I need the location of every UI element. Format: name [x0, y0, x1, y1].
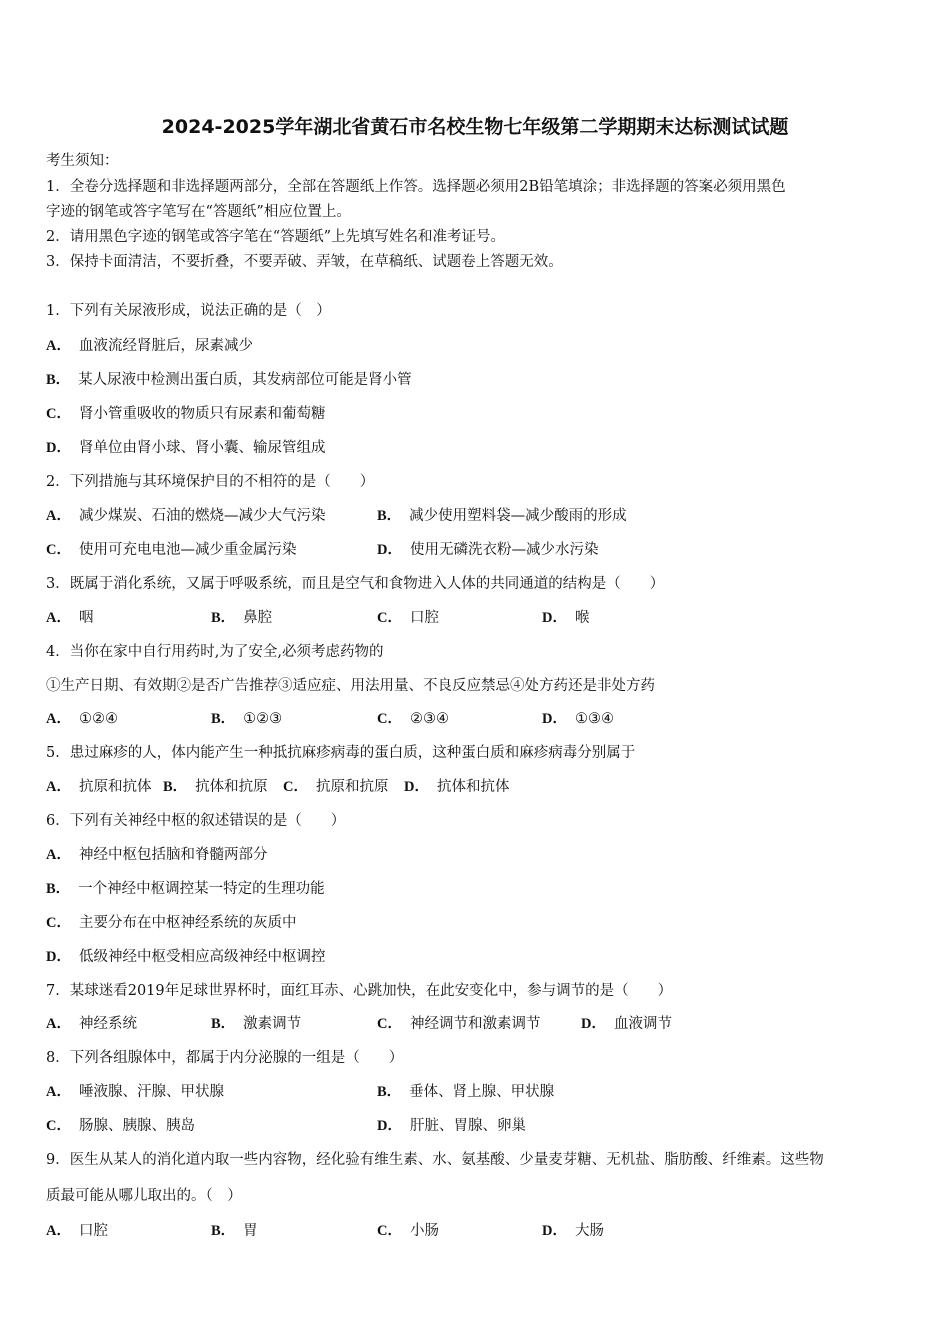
option-label: D． — [542, 1223, 567, 1239]
question-4-option-a — [46, 709, 118, 729]
notice-line-1a: 1．全卷分选择题和非选择题两部分，全部在答题纸上作答。选择题必须用2B铅笔填涂；非选择题的答案必须用黑色 — [46, 179, 786, 195]
option-label: D． — [404, 779, 429, 795]
question-9-stem-cont: 质最可能从哪儿取出的。（ ） — [46, 1188, 242, 1204]
question-2-stem: 2．下列措施与其环境保护目的不相符的是（ ） — [46, 474, 375, 490]
option-label: C． — [46, 406, 71, 422]
option-text: 神经调节和激素调节 — [409, 1016, 541, 1032]
question-1-option-d — [46, 438, 325, 458]
option-text: 使用无磷洗衣粉—减少水污染 — [409, 542, 599, 558]
question-8-option-c — [46, 1116, 195, 1136]
option-text: 使用可充电电池—减少重金属污染 — [78, 542, 297, 558]
question-5-option-b — [163, 777, 268, 797]
question-1-option-b — [46, 370, 412, 390]
question-1-option-a — [46, 336, 253, 356]
option-label: C． — [377, 1016, 402, 1032]
option-label: B． — [211, 1016, 236, 1032]
option-text: 唾液腺、汗腺、甲状腺 — [78, 1084, 224, 1100]
question-9-option-a — [46, 1221, 108, 1241]
question-6-option-c — [46, 913, 296, 933]
notice-line-3: 3．保持卡面清洁，不要折叠，不要弄破、弄皱，在草稿纸、试题卷上答题无效。 — [46, 254, 563, 270]
question-8-option-d — [377, 1116, 526, 1136]
option-label: B． — [163, 779, 188, 795]
question-6-stem: 6．下列有关神经中枢的叙述错误的是（ ） — [46, 813, 346, 829]
question-4-option-c — [377, 709, 449, 729]
option-text: 鼻腔 — [243, 610, 273, 626]
option-text: 抗体和抗原 — [195, 779, 268, 795]
question-3-option-c — [377, 608, 439, 628]
option-text: 抗体和抗体 — [436, 779, 510, 795]
question-7-option-b — [211, 1014, 301, 1034]
option-text: 大肠 — [574, 1223, 604, 1239]
question-3-option-b — [211, 608, 272, 628]
option-text: 肠腺、胰腺、胰岛 — [78, 1118, 195, 1134]
question-8-option-a — [46, 1082, 224, 1102]
option-text: 咽 — [78, 610, 94, 626]
option-label: C． — [283, 779, 308, 795]
option-text: 抗原和抗原 — [315, 779, 389, 795]
option-label: A． — [46, 779, 71, 795]
option-text: 一个神经中枢调控某一特定的生理功能 — [78, 881, 325, 897]
option-label: C． — [377, 711, 402, 727]
option-text: ①②④ — [78, 711, 118, 727]
option-label: A． — [46, 610, 71, 626]
option-label: C． — [377, 1223, 402, 1239]
question-7-stem: 7．某球迷看2019年足球世界杯时，面红耳赤、心跳加快，在此安变化中，参与调节的是（ ） — [46, 983, 673, 999]
option-text: 减少使用塑料袋—减少酸雨的形成 — [409, 508, 627, 524]
option-text: ①②③ — [243, 711, 283, 727]
option-label: A． — [46, 508, 71, 524]
question-5-option-a — [46, 777, 151, 797]
option-label: A． — [46, 711, 71, 727]
question-9-option-b — [211, 1221, 258, 1241]
question-6-option-a — [46, 845, 267, 865]
question-4-option-b — [211, 709, 282, 729]
question-5-option-d — [404, 777, 509, 797]
question-5-option-c — [283, 777, 388, 797]
option-label: B． — [46, 881, 71, 897]
page-title: 2024-2025学年湖北省黄石市名校生物七年级第二学期期末达标测试试题 — [161, 116, 789, 138]
option-text: ②③④ — [409, 711, 449, 727]
option-text: 肾小管重吸收的物质只有尿素和葡萄糖 — [78, 406, 326, 422]
option-text: 激素调节 — [243, 1016, 302, 1032]
option-text: 神经中枢包括脑和脊髓两部分 — [78, 847, 268, 863]
option-text: 血液调节 — [613, 1016, 672, 1032]
question-4-sub: ①生产日期、有效期②是否广告推荐③适应症、用法用量、不良反应禁忌④处方药还是非处方药 — [46, 678, 655, 694]
option-label: B． — [211, 711, 236, 727]
question-1-option-c — [46, 404, 325, 424]
question-6-option-d — [46, 947, 325, 967]
option-text: 小肠 — [409, 1223, 439, 1239]
option-label: B． — [377, 1084, 402, 1100]
question-8-stem: 8．下列各组腺体中，都属于内分泌腺的一组是（ ） — [46, 1050, 404, 1066]
option-label: D． — [581, 1016, 606, 1032]
question-5-stem: 5．患过麻疹的人，体内能产生一种抵抗麻疹病毒的蛋白质，这种蛋白质和麻疹病毒分别属于 — [46, 745, 636, 761]
option-label: A． — [46, 338, 71, 354]
question-2-option-b — [377, 506, 627, 526]
option-text: 低级神经中枢受相应高级神经中枢调控 — [78, 949, 326, 965]
question-4-stem: 4．当你在家中自行用药时,为了安全,必须考虑药物的 — [46, 644, 384, 660]
question-7-option-c — [377, 1014, 540, 1034]
option-label: D． — [542, 610, 567, 626]
option-label: C． — [46, 1118, 71, 1134]
question-7-option-a — [46, 1014, 137, 1034]
question-7-option-d — [581, 1014, 672, 1034]
option-text: 口腔 — [78, 1223, 108, 1239]
option-label: A． — [46, 1223, 71, 1239]
option-label: D． — [542, 711, 567, 727]
option-text: 口腔 — [409, 610, 439, 626]
option-label: B． — [377, 508, 402, 524]
option-text: 肾单位由肾小球、肾小囊、输尿管组成 — [78, 440, 326, 456]
notice-line-1b: 字迹的钢笔或答字笔写在“答题纸”相应位置上。 — [46, 204, 351, 220]
option-label: D． — [377, 542, 402, 558]
option-label: D． — [46, 949, 71, 965]
option-text: 垂体、肾上腺、甲状腺 — [409, 1084, 555, 1100]
option-label: C． — [377, 610, 402, 626]
question-3-option-d — [542, 608, 589, 628]
question-3-option-a — [46, 608, 93, 628]
option-text: 血液流经肾脏后，尿素减少 — [78, 338, 253, 354]
question-2-option-d — [377, 540, 598, 560]
question-8-option-b — [377, 1082, 554, 1102]
question-1-stem: 1．下列有关尿液形成，说法正确的是（ ） — [46, 303, 331, 319]
question-6-option-b — [46, 879, 325, 899]
notice-line-2: 2．请用黑色字迹的钢笔或答字笔在“答题纸”上先填写姓名和准考证号。 — [46, 229, 506, 245]
option-label: A． — [46, 1084, 71, 1100]
option-label: C． — [46, 915, 71, 931]
option-text: 神经系统 — [78, 1016, 137, 1032]
question-2-option-c — [46, 540, 296, 560]
option-label: D． — [46, 440, 71, 456]
option-label: B． — [46, 372, 71, 388]
option-text: 胃 — [243, 1223, 258, 1239]
option-label: A． — [46, 847, 71, 863]
option-label: A． — [46, 1016, 71, 1032]
option-text: 某人尿液中检测出蛋白质，其发病部位可能是肾小管 — [78, 372, 412, 388]
option-text: 减少煤炭、石油的燃烧—减少大气污染 — [78, 508, 326, 524]
option-label: B． — [211, 610, 236, 626]
option-text: 喉 — [574, 610, 590, 626]
question-9-option-c — [377, 1221, 439, 1241]
question-3-stem: 3．既属于消化系统，又属于呼吸系统，而且是空气和食物进入人体的共同通道的结构是（ ） — [46, 576, 665, 592]
option-text: ①③④ — [574, 711, 614, 727]
option-label: C． — [46, 542, 71, 558]
option-label: D． — [377, 1118, 402, 1134]
question-9-stem: 9．医生从某人的消化道内取一些内容物，经化验有维生素、水、氨基酸、少量麦芽糖、无机盐、脂肪酸、纤维素。这些物 — [46, 1152, 824, 1168]
question-9-option-d — [542, 1221, 604, 1241]
question-4-option-d — [542, 709, 614, 729]
question-2-option-a — [46, 506, 325, 526]
notice-heading: 考生须知： — [46, 153, 119, 169]
option-text: 肝脏、胃腺、卵巢 — [409, 1118, 526, 1134]
option-label: B． — [211, 1223, 236, 1239]
option-text: 抗原和抗体 — [78, 779, 152, 795]
option-text: 主要分布在中枢神经系统的灰质中 — [78, 915, 297, 931]
